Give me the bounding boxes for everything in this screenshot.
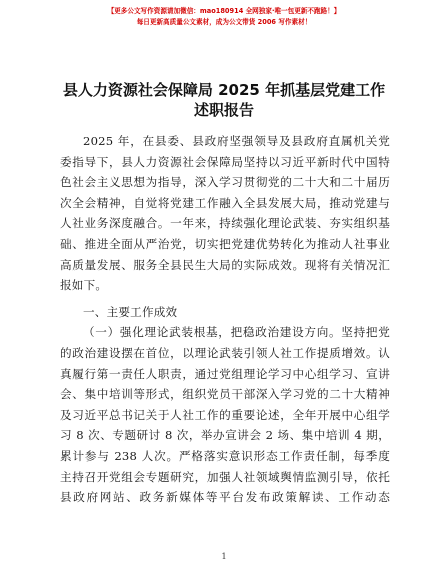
text-line: 真履行第一责任人职责，通过党组理论学习中心组学习、宣讲: [60, 366, 390, 381]
document-body: [60, 131, 390, 508]
page-number: 1: [221, 552, 227, 561]
banner-line-2: 每日更新高质量公文素材，成为公文带货 2006 写作素材！: [136, 18, 312, 26]
title-line-1: 县人力资源社会保障局 2025 年抓基层党建工作: [62, 81, 386, 99]
text-line: （一）强化理论武装根基，把稳政治建设方向。坚持把党: [83, 325, 390, 340]
text-line: 高质量发展、服务全县民生大局的实际成效。现将有关情况汇: [60, 257, 390, 272]
section-heading: 一、主要工作成效: [83, 304, 178, 319]
promo-banner: [0, 6, 448, 28]
paragraph-section-1: [60, 322, 390, 507]
text-line: 会、集中培训等形式，组织党员干部深入学习党的二十大精神: [60, 387, 390, 402]
text-line: 累计参与 238 人次。严格落实意识形态工作责任制，每季度: [60, 448, 390, 463]
text-line: 报如下。: [60, 278, 108, 293]
text-line: 础、推进全面从严治党，切实把党建优势转化为推动人社事业: [60, 236, 390, 251]
text-line: 2025 年，在县委、县政府坚强领导及县政府直属机关党: [83, 134, 390, 148]
text-line: 委指导下，县人力资源社会保障局坚持以习近平新时代中国特: [60, 154, 390, 169]
text-line: 人社业务深度融合。一年来，持续强化理论武装、夯实组织基: [60, 216, 390, 231]
document-title: [56, 80, 392, 120]
text-line: 及习近平总书记关于人社工作的重要论述，全年开展中心组学: [60, 407, 390, 422]
text-line: 的政治建设摆在首位，以理论武装引领人社工作提质增效。认: [60, 345, 390, 360]
text-line: 主持召开党组会专题研究，加强人社领域舆情监测引导，依托: [60, 469, 390, 484]
paragraph-intro: [60, 131, 390, 296]
banner-line-1: 【更多公文写作资源请加微信：mao180914 全网独家·唯一包更新不跑路！】: [107, 7, 341, 15]
text-line: 次全会精神，自觉将党建工作融入全县发展大局，推动党建与: [60, 195, 390, 210]
text-line: 县政府网站、政务新媒体等平台发布政策解读、工作动态: [60, 490, 390, 505]
title-line-2: 述职报告: [193, 101, 254, 119]
text-line: 色社会主义思想为指导，深入学习贯彻党的二十大和二十届历: [60, 175, 390, 190]
text-line: 习 8 次、专题研讨 8 次，举办宣讲会 2 场、集中培训 4 期，: [60, 428, 390, 443]
